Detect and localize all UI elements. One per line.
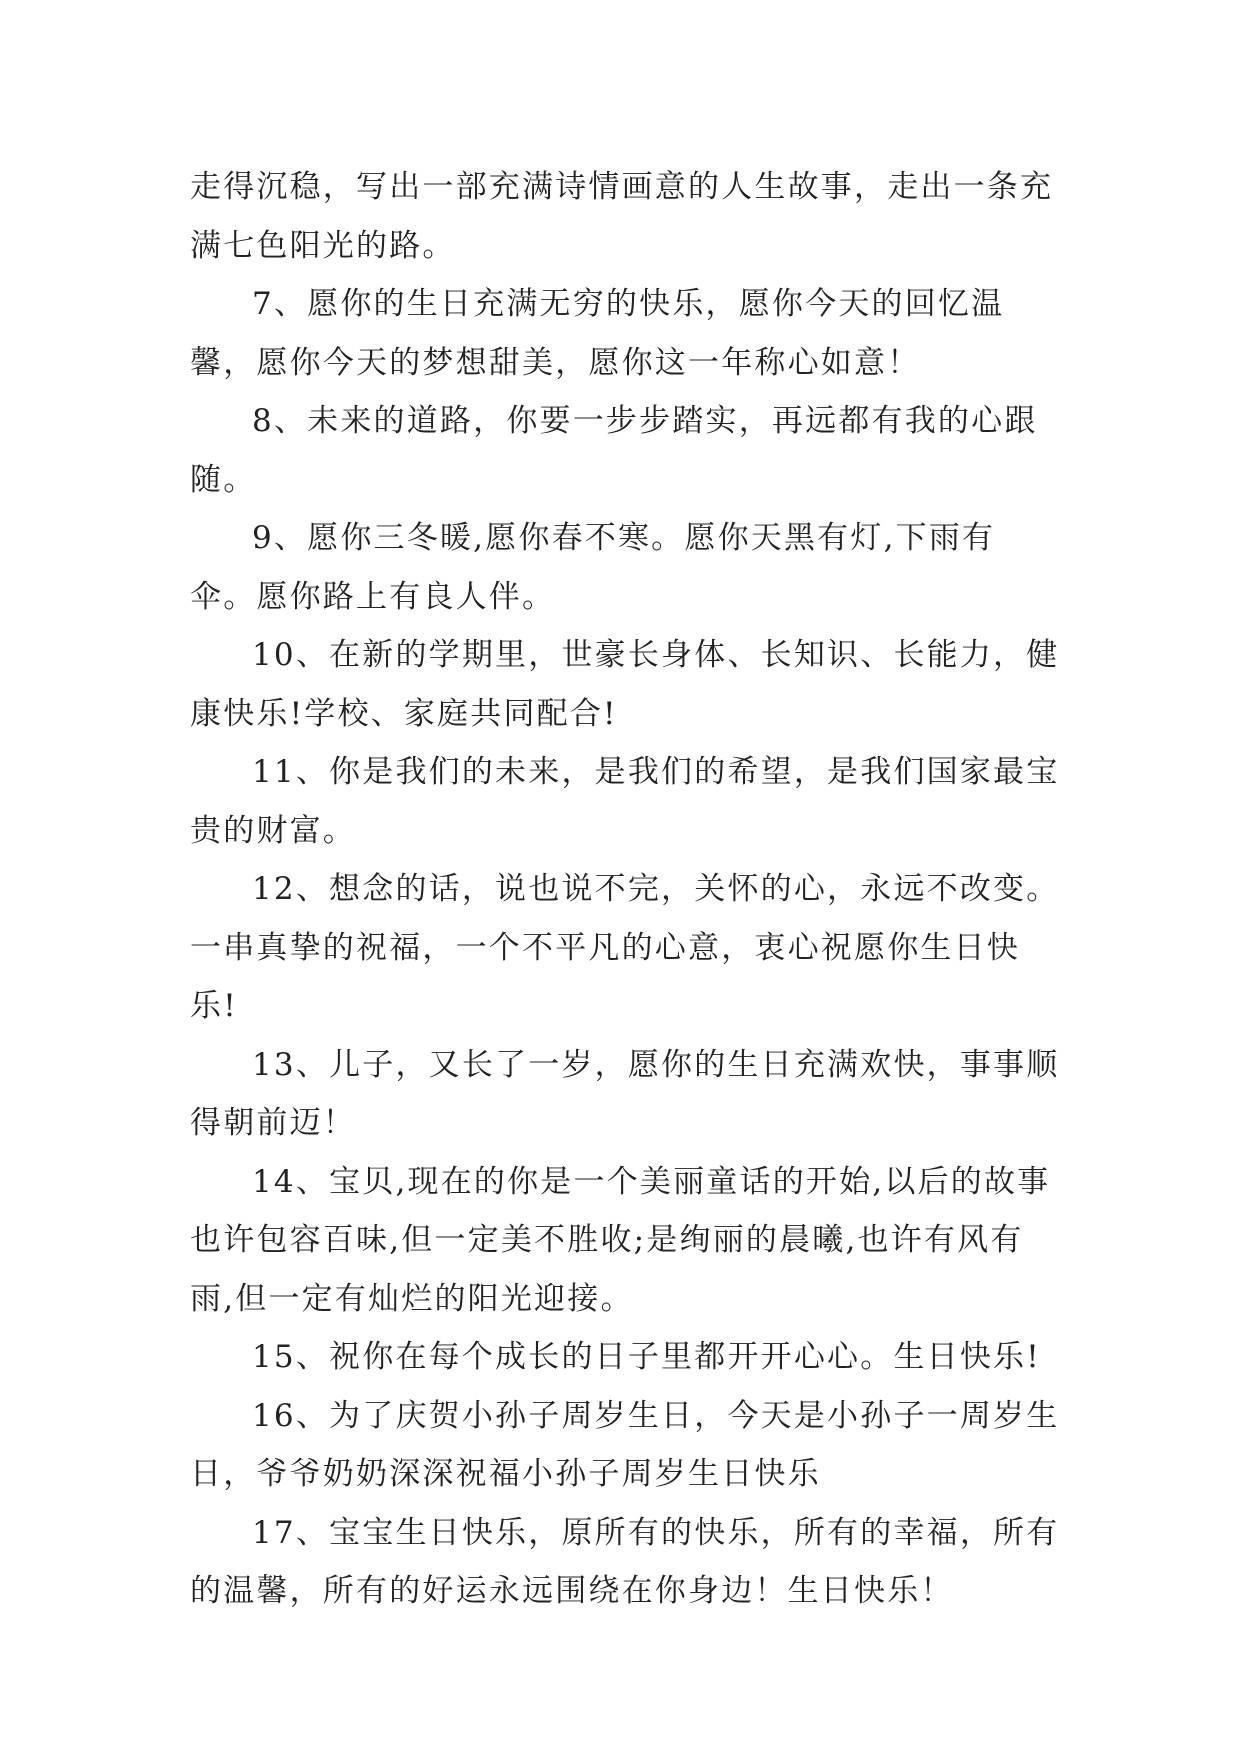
paragraph-wish-15: 15、祝你在每个成长的日子里都开开心心。生日快乐!	[252, 1339, 1041, 1375]
paragraph-wish-12: 12、想念的话，说也说不完，关怀的心，永远不改变。一串真挚的祝福，一个不平凡的心意，衷心祝愿你生日快乐!	[190, 871, 1060, 1024]
paragraph-wish-17: 17、宝宝生日快乐，原所有的快乐，所有的幸福，所有的温馨，所有的好运永远围绕在你身边！生日快乐！	[190, 1514, 1060, 1609]
paragraph-continuation: 走得沉稳，写出一部充满诗情画意的人生故事，走出一条充满七色阳光的路。	[190, 169, 1054, 264]
paragraph-wish-14: 14、宝贝,现在的你是一个美丽童话的开始,以后的故事也许包容百味,但一定美不胜收;是绚丽的晨曦,也许有风有雨,但一定有灿烂的阳光迎接。	[190, 1163, 1051, 1317]
document-body	[190, 158, 1060, 1621]
paragraph-wish-9: 9、愿你三冬暖,愿你春不寒。愿你天黑有灯,下雨有伞。愿你路上有良人伴。	[190, 520, 996, 615]
paragraph-wish-11: 11、你是我们的未来，是我们的希望，是我们国家最宝贵的财富。	[190, 754, 1060, 849]
paragraph-wish-8: 8、未来的道路，你要一步步踏实，再远都有我的心跟随。	[190, 403, 1038, 498]
paragraph-wish-13: 13、儿子，又长了一岁，愿你的生日充满欢快，事事顺得朝前迈！	[190, 1046, 1060, 1141]
paragraph-wish-10: 10、在新的学期里，世豪长身体、长知识、长能力，健康快乐!学校、家庭共同配合!	[190, 637, 1060, 732]
paragraph-wish-16: 16、为了庆贺小孙子周岁生日，今天是小孙子一周岁生日，爷爷奶奶深深祝福小孙子周岁生日快乐	[190, 1397, 1060, 1492]
paragraph-wish-7: 7、愿你的生日充满无穷的快乐，愿你今天的回忆温馨，愿你今天的梦想甜美，愿你这一年称心如意！	[190, 286, 1005, 381]
